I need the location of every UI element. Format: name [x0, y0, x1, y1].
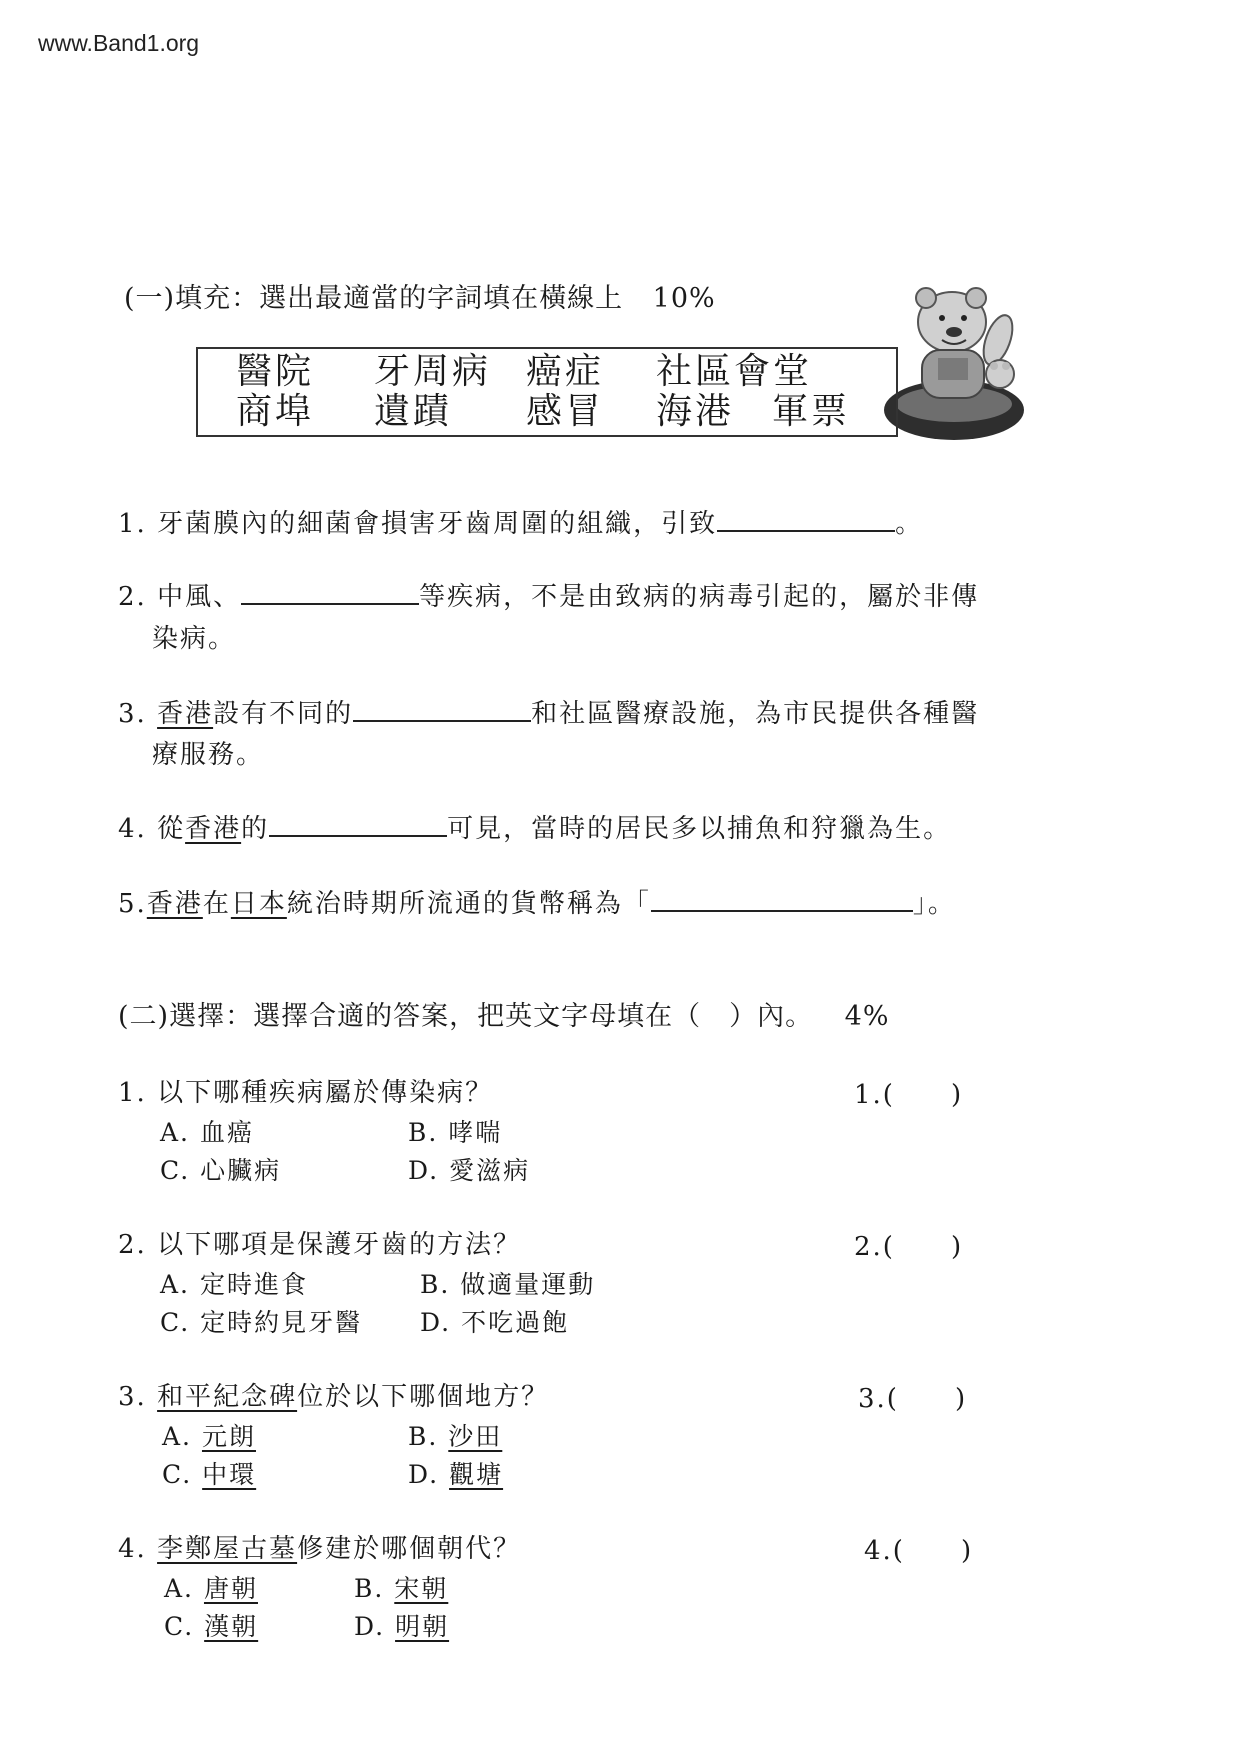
question-number: 4. [118, 1534, 147, 1564]
option-text: 血癌 [199, 1118, 254, 1147]
answer-bracket[interactable]: 2.( ) [854, 1232, 964, 1262]
question-text: 中風、 [157, 582, 242, 612]
question-number: 2. [118, 582, 147, 612]
option-text: 觀塘 [449, 1460, 504, 1489]
section2-title-text: (二)選擇：選擇合適的答案，把英文字母填在（ ）內。 [118, 1001, 814, 1032]
mc-option [164, 1607, 258, 1643]
mc-option [354, 1569, 448, 1605]
option-letter: B. [420, 1270, 451, 1299]
mc-option [160, 1151, 281, 1187]
fill-question-2 [118, 577, 979, 616]
mc-option [408, 1113, 502, 1149]
question-text: 的 [241, 814, 270, 844]
place-name: 香港 [157, 699, 214, 729]
option-letter: A. [160, 1118, 191, 1147]
question-text: 等疾病，不是由致病的病毒引起的，屬於非傳 [419, 582, 980, 612]
answer-blank[interactable] [269, 809, 447, 837]
mc-question-4 [118, 1530, 521, 1568]
option-letter: A. [162, 1422, 193, 1451]
option-text: 做適量運動 [460, 1270, 596, 1299]
question-number: 3. [118, 699, 147, 729]
question-stem: 以下哪項是保護牙齒的方法？ [157, 1230, 522, 1260]
question-number: 1. [118, 1078, 147, 1108]
option-letter: C. [160, 1156, 191, 1185]
section1-marks: 10% [652, 283, 716, 314]
place-name: 香港 [185, 814, 242, 844]
option-text: 心臟病 [200, 1156, 282, 1185]
question-continuation: 染病。 [152, 624, 237, 654]
option-letter: D. [354, 1612, 386, 1641]
option-letter: C. [162, 1460, 193, 1489]
section1-title [124, 276, 716, 315]
mc-question-1 [118, 1074, 493, 1112]
option-text: 愛滋病 [449, 1156, 531, 1185]
word-bank-item: 感冒 [526, 391, 605, 432]
mc-option [164, 1569, 258, 1605]
word-bank-item: 海港 [656, 391, 735, 432]
mc-option [160, 1265, 308, 1301]
mc-option [160, 1303, 362, 1339]
mc-option [162, 1417, 256, 1453]
question-continuation: 療服務。 [152, 740, 265, 770]
bear-mascot-illustration [880, 282, 1028, 442]
option-text: 定時進食 [199, 1270, 308, 1299]
word-bank-item: 醫院 [236, 351, 315, 392]
question-number: 3. [118, 1382, 147, 1412]
mc-option [162, 1455, 256, 1491]
option-text: 沙田 [448, 1422, 503, 1451]
mc-option [408, 1417, 502, 1453]
word-bank-item: 社區會堂 [656, 351, 813, 392]
option-text: 定時約見牙醫 [200, 1308, 363, 1337]
answer-blank[interactable] [241, 577, 419, 605]
option-letter: D. [420, 1308, 452, 1337]
section1-title-text: (一)填充：選出最適當的字詞填在橫線上 [124, 283, 624, 314]
word-bank-box [196, 347, 898, 437]
answer-blank[interactable] [651, 884, 913, 912]
word-bank-item: 軍票 [772, 391, 851, 432]
option-text: 明朝 [395, 1612, 450, 1641]
question-number: 4. [118, 814, 147, 844]
fill-question-4 [118, 809, 951, 848]
option-letter: A. [164, 1574, 195, 1603]
option-text: 宋朝 [394, 1574, 449, 1603]
option-text: 漢朝 [204, 1612, 259, 1641]
option-letter: C. [160, 1308, 191, 1337]
answer-bracket[interactable]: 3.( ) [858, 1384, 968, 1414]
question-text: 設有不同的 [213, 699, 354, 729]
mc-option [420, 1303, 569, 1339]
question-text: 可見，當時的居民多以捕魚和狩獵為生。 [447, 814, 952, 844]
question-text: 。 [895, 509, 924, 539]
mc-option [408, 1455, 503, 1491]
section2-title [118, 994, 890, 1033]
mc-option [420, 1265, 595, 1301]
site-url: www.Band1.org [38, 30, 200, 56]
question-stem: 以下哪種疾病屬於傳染病？ [157, 1078, 494, 1108]
answer-bracket[interactable]: 4.( ) [864, 1536, 974, 1566]
place-name: 香港 [146, 889, 203, 919]
option-text: 元朗 [201, 1422, 256, 1451]
answer-blank[interactable] [353, 694, 531, 722]
landmark-name: 和平紀念碑 [157, 1382, 298, 1412]
question-number: 1. [118, 509, 147, 539]
place-name: 日本 [230, 889, 287, 919]
answer-bracket[interactable]: 1.( ) [854, 1080, 964, 1110]
word-bank-item: 牙周病 [374, 351, 492, 392]
option-letter: B. [354, 1574, 385, 1603]
fill-question-3 [118, 694, 979, 733]
mc-question-2 [118, 1226, 521, 1264]
question-stem: 修建於哪個朝代？ [297, 1534, 522, 1564]
fill-question-1 [118, 504, 923, 543]
mc-option [160, 1113, 254, 1149]
mc-option [354, 1607, 449, 1643]
fill-question-5 [118, 884, 956, 923]
option-text: 哮喘 [448, 1118, 503, 1147]
option-letter: D. [408, 1156, 440, 1185]
option-text: 中環 [202, 1460, 257, 1489]
question-text: 在 [202, 889, 231, 919]
option-letter: C. [164, 1612, 195, 1641]
option-letter: D. [408, 1460, 440, 1489]
word-bank-item: 癌症 [526, 351, 605, 392]
option-letter: A. [160, 1270, 191, 1299]
question-number: 2. [118, 1230, 147, 1260]
mc-option [408, 1151, 530, 1187]
option-letter: B. [408, 1118, 439, 1147]
answer-blank[interactable] [717, 504, 895, 532]
question-text: 」。 [912, 889, 956, 919]
question-number: 5. [118, 889, 147, 919]
landmark-name: 李鄭屋古墓 [157, 1534, 298, 1564]
question-text: 和社區醫療設施，為市民提供各種醫 [531, 699, 980, 729]
option-text: 不吃過飽 [461, 1308, 570, 1337]
question-stem: 位於以下哪個地方？ [297, 1382, 550, 1412]
option-letter: B. [408, 1422, 439, 1451]
word-bank-item: 遺蹟 [374, 391, 453, 432]
question-text: 牙菌膜內的細菌會損害牙齒周圍的組織，引致 [157, 509, 718, 539]
word-bank-item: 商埠 [236, 391, 315, 432]
section2-marks: 4% [844, 1001, 890, 1032]
question-text: 統治時期所流通的貨幣稱為「 [286, 889, 651, 919]
question-text: 從 [157, 814, 186, 844]
option-text: 唐朝 [203, 1574, 258, 1603]
mc-question-3 [118, 1378, 549, 1416]
